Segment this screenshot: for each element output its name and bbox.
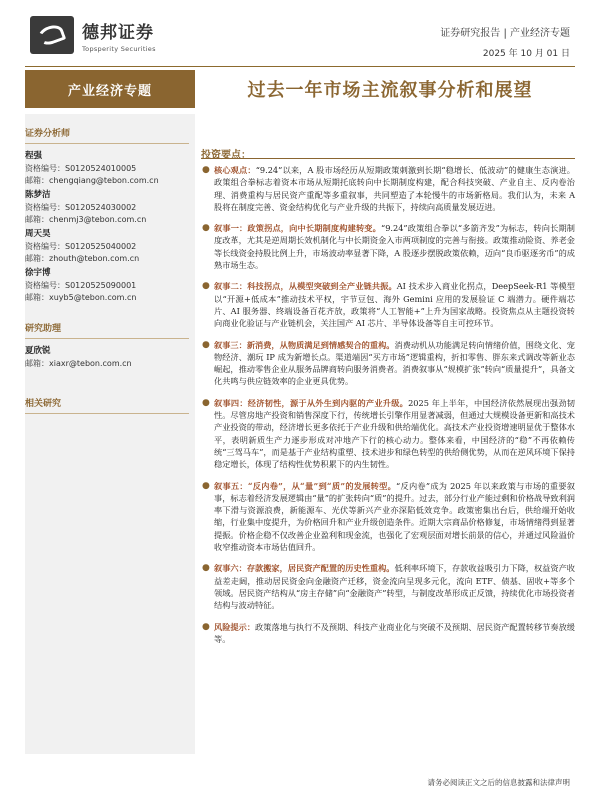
point-body: 低利率环境下，存款收益吸引力下降，权益资产收益差走阔，推动居民资金向金融资产迁移，资金流向呈现多元化，流向 ETF、债基、固收+等多个领域。居民资产结构从“房主存储”向“金融资产”转型，与制度改革形成正反馈，持续优化市场投资者结构与波动特征。: [214, 563, 575, 611]
related-research-heading: 相关研究: [25, 392, 189, 414]
cert-label: 资格编号：: [25, 281, 65, 290]
cert-number: S0120525090001: [65, 281, 137, 290]
point-item: [201, 397, 575, 471]
bullet-icon: ●: [202, 563, 210, 574]
point-item: [201, 222, 575, 271]
email-link[interactable]: chengqiang@tebon.com.cn: [49, 175, 159, 185]
email-link[interactable]: xuyb5@tebon.com.cn: [49, 292, 137, 302]
email-link[interactable]: chenmj3@tebon.com.cn: [49, 214, 147, 224]
point-body: “反内卷”成为 2025 年以来政策与市场的重要叙事，标志着经济发展逻辑由“量”的扩张转向“质”的提升。过去，部分行业产能过剩和价格战导致利润率下滑与资源浪费，新能源车、光伏等新兴产业亦深陷低效竞争。政策密集出台后，供给端开始收缩，行业集中度提升，为价格回升和产业升级创造条件。近期大宗商品价格修复，市场情绪得到显著提振。价格企稳不仅改善企业盈利和现金流，也强化了宏观层面对增长前景的信心，并通过风险溢价收窄推动资本市场估值回升。: [214, 480, 575, 553]
contact-heading: 研究助理: [25, 317, 189, 339]
bullet-icon: ●: [202, 621, 210, 632]
point-body: 2025 年上半年，中国经济依然展现出强劲韧性。尽管房地产投资和销售深度下行，传统增长引擎作用显著减弱，但通过大规模设备更新和高技术产业投资的带动，经济增长更多依托于产业升级和供给端优化。高技术产业投资增速明显优于整体水平，表明新质生产力逐步形成对冲地产下行的核心动力。整体来看，中国经济的“稳”不再依赖传统“三驾马车”，而是基于产业结构重塑、技术进步和绿色转型的供给侧优势，从而在逆风环境下保持稳定增长，体现了结构性优势积累下的内生韧性。: [214, 397, 575, 470]
analyst-entry: [25, 267, 189, 303]
email-label: 邮箱：: [25, 359, 49, 368]
email-label: 邮箱：: [25, 175, 49, 185]
point-lead: 叙事三：新消费，从物质满足到情感契合的重构。: [214, 339, 395, 350]
points-heading-text: 投资要点：: [201, 150, 251, 161]
analyst-name: 程强: [25, 151, 43, 161]
point-item: [201, 562, 575, 611]
email-label: 邮箱：: [25, 214, 49, 224]
email-link[interactable]: xiaxr@tebon.com.cn: [49, 359, 132, 368]
logo-mark-icon: [30, 16, 74, 54]
point-body: “9.24”政策组合拳以“多箭齐发”为标志，转向长期制度改革，尤其是逆周期长效机制化与中长期资金入市两项制度的完善与衔接。政策推动险资、养老金等长线资金持股比例上升，市场波动率显著下降，A 股逐步摆脱政策依赖，迈向“良币驱逐劣币”的成熟市场生态。: [214, 223, 575, 271]
investment-points: [201, 164, 575, 654]
company-logo: [30, 16, 156, 54]
contact-name: 夏欣锐: [25, 346, 51, 356]
point-item: [201, 280, 575, 329]
bullet-icon: ●: [202, 397, 210, 408]
bullet-icon: ●: [202, 480, 210, 491]
email-label: 邮箱：: [25, 253, 49, 263]
point-lead: 叙事四：经济韧性，源于从外生到内驱的产业升级。: [214, 397, 409, 408]
cert-label: 资格编号：: [25, 203, 65, 212]
logo-text-cn: 德邦证券: [82, 22, 154, 43]
analyst-entry: [25, 150, 189, 186]
disclaimer-footer: 请务必阅读正文之后的信息披露和法律声明: [427, 778, 570, 787]
report-date: 2025 年 10 月 01 日: [482, 49, 570, 59]
cert-number: S0120525040002: [65, 242, 137, 251]
cert-number: S0120524010005: [65, 164, 137, 173]
point-body: 政策落地与执行不及预期、科技产业商业化与突破不及预期、居民资产配置转移节奏放缓等。: [214, 621, 575, 644]
bullet-icon: ●: [202, 223, 210, 234]
analysts-heading: 证券分析师: [25, 122, 189, 144]
point-lead: 核心观点：: [214, 165, 256, 175]
point-item: [201, 621, 575, 646]
analyst-entry: [25, 189, 189, 225]
point-body: 消费动机从功能满足转向情绪价值，围绕文化、宠物经济、潮玩 IP 成为新增长点。渠道端因“买方市场”逻辑重构，折扣零售、胖东来式调改等新业态崛起，推动零售企业从服务品牌商转向服务消费者。消费叙事从“规模扩张”转向“质量提升”，具备文化共鸣与供应链效率的企业更具优势。: [214, 339, 575, 387]
point-item: [201, 164, 575, 213]
sidebar: [25, 114, 195, 754]
header-divider: [25, 66, 575, 67]
cert-label: 资格编号：: [25, 242, 65, 251]
analyst-name: 陈梦洁: [25, 190, 51, 200]
analyst-entry: [25, 228, 189, 264]
page-title: 过去一年市场主流叙事分析和展望: [247, 80, 533, 101]
point-body: AI 技术步入商业化拐点，DeepSeek-R1 等模型以“开源+低成本”推动技术平权，宇节豆包、海外 Gemini 应用的发展验证 C 端潜力。硬件端芯片、AI 服务器、终端设备百花齐放，政策将“人工智能+”上升为国家战略。投资焦点从主题投资转向商业化验证与产业链机会，关注国产 AI 芯片、半导体设备等自主可控环节。: [214, 281, 575, 329]
bullet-icon: ●: [202, 339, 210, 350]
contact-entry: [25, 345, 189, 370]
cert-label: 资格编号：: [25, 164, 65, 173]
category-label: 产业经济专题: [25, 70, 195, 108]
analyst-name: 徐宇博: [25, 268, 51, 278]
report-type: 证券研究报告 | 产业经济专题: [440, 28, 570, 39]
point-lead: 叙事二：科技拐点，从模型突破到全产业链共振。: [214, 281, 397, 292]
point-lead: 叙事六：存款搬家，居民资产配置的历史性重构。: [214, 563, 395, 574]
cert-number: S0120524030002: [65, 203, 137, 212]
bullet-icon: ●: [202, 165, 210, 175]
bullet-icon: ●: [202, 281, 210, 292]
point-item: [201, 339, 575, 388]
logo-text-en: Topsperity Securities: [82, 44, 156, 53]
point-lead: 叙事一：政策拐点，向中长期制度构建转变。: [214, 223, 382, 234]
investment-points-heading: [201, 143, 575, 159]
analyst-name: 周天昊: [25, 229, 51, 239]
point-item: [201, 480, 575, 554]
point-body: “9.24”以来，A 股市场经历从短期政策刺激到长期“稳增长、低波动”的健康生态演进。政策组合拳标志着资本市场从短期托底转向中长期制度构建，配合科技突破、产业自主、反内卷治理、消费重构与居民资产重配等多重叙事，共同塑造了本轮慢牛的市场新格局。我们认为，未来 A 股将在制度完善、资金结构优化与产业升级的共振下，持续向高质量发展迈进。: [214, 165, 575, 212]
point-lead: 风险提示：: [214, 621, 256, 632]
email-label: 邮箱：: [25, 292, 49, 302]
email-link[interactable]: zhouth@tebon.com.cn: [49, 253, 140, 263]
point-lead: 叙事五：“反内卷”，从“量”到“质”的发展转型。: [214, 480, 397, 491]
